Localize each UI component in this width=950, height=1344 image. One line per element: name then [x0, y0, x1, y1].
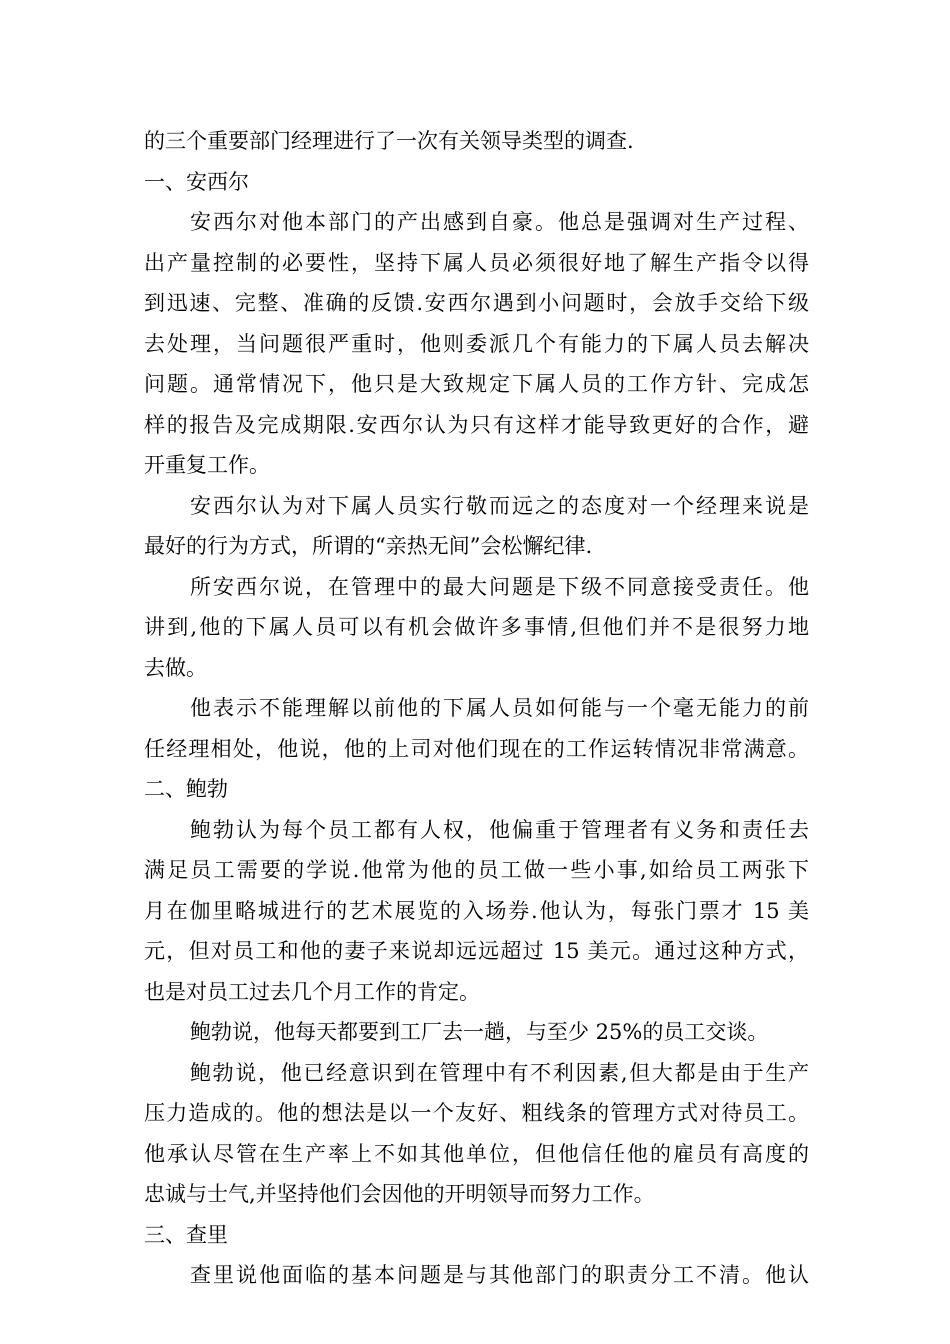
text-line: 问题。通常情况下，他只是大致规定下属人员的工作方针、完成怎	[144, 372, 809, 396]
text-line: 最好的行为方式，所谓的“亲热无间”会松懈纪律.	[144, 534, 593, 558]
text-line: 鲍勃认为每个员工都有人权，他偏重于管理者有义务和责任去	[190, 817, 809, 842]
text-line: 任经理相处，他说，他的上司对他们现在的工作运转情况非常满意。	[144, 736, 809, 761]
text-line: 到迅速、完整、准确的反馈.安西尔遇到小问题时，会放手交给下级	[144, 291, 809, 315]
text-line: 压力造成的。他的想法是以一个友好、粗线条的管理方式对待员工。	[144, 1101, 809, 1125]
document-body	[144, 121, 809, 1296]
text-line: 的三个重要部门经理进行了一次有关领导类型的调查.	[144, 129, 634, 153]
text-line: 元，但对员工和他的妻子来说却远远超过 15 美元。通过这种方式，	[144, 939, 809, 963]
text-line: 鲍勃说，他每天都要到工厂去一趟，与至少 25%的员工交谈。	[190, 1020, 769, 1044]
text-line: 安西尔认为对下属人员实行敬而远之的态度对一个经理来说是	[190, 493, 809, 518]
text-line: 查里说他面临的基本问题是与其他部门的职责分工不清。他认	[190, 1263, 809, 1287]
text-line: 也是对员工过去几个月工作的肯定。	[144, 979, 480, 1004]
text-line: 满足员工需要的学说.他常为他的员工做一些小事,如给员工两张下	[144, 858, 809, 882]
text-line: 开重复工作。	[144, 453, 270, 477]
text-line: 二、鲍勃	[144, 777, 228, 801]
text-line: 样的报告及完成期限.安西尔认为只有这样才能导致更好的合作，避	[144, 412, 809, 437]
text-line: 他表示不能理解以前他的下属人员如何能与一个毫无能力的前	[190, 696, 809, 720]
text-line: 三、查里	[144, 1222, 228, 1247]
text-line: 去处理，当问题很严重时，他则委派几个有能力的下属人员去解决	[144, 331, 809, 356]
text-line: 他承认尽管在生产率上不如其他单位，但他信任他的雇员有高度的	[144, 1141, 809, 1166]
text-line: 所安西尔说，在管理中的最大问题是下级不同意接受责任。他	[190, 574, 809, 599]
text-line: 鲍勃说，他已经意识到在管理中有不利因素,但大都是由于生产	[190, 1060, 809, 1085]
text-line: 出产量控制的必要性，坚持下属人员必须很好地了解生产指令以得	[144, 250, 809, 275]
text-line: 一、安西尔	[144, 169, 249, 194]
text-line: 安西尔对他本部门的产出感到自豪。他总是强调对生产过程、	[190, 210, 809, 234]
text-line: 去做。	[144, 655, 207, 680]
text-line: 忠诚与士气,并坚持他们会因他的开明领导而努力工作。	[144, 1182, 655, 1206]
text-line: 月在伽里略城进行的艺术展览的入场券.他认为，每张门票才 15 美	[144, 898, 809, 923]
text-line: 讲到,他的下属人员可以有机会做许多事情,但他们并不是很努力地	[144, 615, 809, 639]
